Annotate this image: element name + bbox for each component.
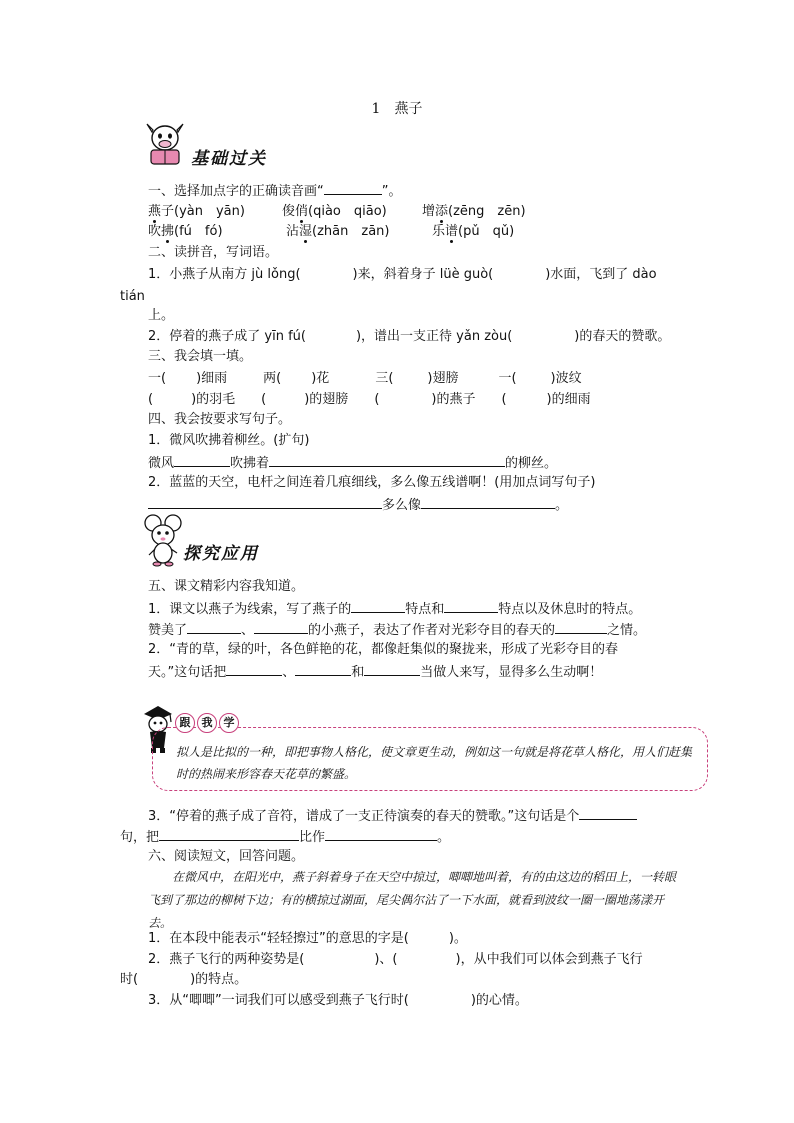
q4-sentence: 1．微风吹拂着柳丝。(扩句) [148,433,310,448]
answer-blank[interactable] [325,826,437,841]
section-badge-explore [143,513,293,571]
q1-option: 增添(zēng zēn) [422,204,526,219]
answer-blank[interactable] [254,619,308,634]
answer-blank[interactable] [269,452,505,467]
q3-row: ( )的羽毛 ( )的翅膀 ( )的燕子 ( )的细雨 [148,392,591,407]
q5-line: 天。”这句话把 、 和 当做人来写，显得多么生动啊！ [148,661,602,683]
q5-line: 1．课文以燕子为线索，写了燕子的 特点和 特点以及休息时的特点。 [148,598,641,620]
q2-heading: 二、读拼音，写词语。 [148,245,279,260]
page-title: 1 燕子 [371,101,423,117]
mouse-mascot-icon [143,513,187,567]
reading-passage: 在微风中，在阳光中，燕子斜着身子在天空中掠过，唧唧地叫着，有的由这边的稻田上，一转眼飞到了那边的柳树下边；有的横掠过湖面，尾尖偶尔沾了一下水面，就看到波纹一圈一圈地荡漾开去。 [148,870,677,930]
q4-sentence: 2．蓝蓝的天空，电杆之间连着几痕细线，多么像五线谱啊！(用加点词写句子) [148,475,596,490]
section-badge-basic [143,118,293,170]
q2-line: 2．停着的燕子成了 yīn fú( )，谱出一支正待 yǎn zòu( )的春天的赞歌。 [148,329,671,344]
q4-answer-line: 多么像 。 [148,494,568,516]
answer-blank[interactable] [159,826,299,841]
q2-line: 1．小燕子从南方 jù lǒng( )来，斜着身子 lüè guò( )水面，飞到了 dào [148,267,657,282]
q1-option: 沾湿(zhān zān) [286,224,390,239]
q1-option: 吹拂(fú fó) [148,224,223,239]
answer-blank[interactable] [351,598,405,613]
q4-answer-line: 微风 吹拂着 的柳丝。 [148,452,557,474]
q6-question: 3．从“唧唧”一词我们可以感受到燕子飞行时( )的心情。 [148,993,528,1008]
q6-question: 时( )的特点。 [120,972,248,987]
answer-blank[interactable] [295,661,351,676]
section-label-explore: 探究应用 [183,544,259,564]
answer-blank[interactable] [174,452,230,467]
q6-question: 1．在本段中能表示“轻轻擦过”的意思的字是( )。 [148,931,467,946]
tip-text: 拟人是比拟的一种，即把事物人格化，使文章更生动，例如这一句就是将花草人格化，用人们赶集时的热闹来形容春天花草的繁盛。 [176,745,693,781]
answer-blank[interactable] [187,619,241,634]
answer-blank[interactable] [579,805,637,820]
q3-heading: 三、我会填一填。 [148,349,253,364]
q6-heading: 六、阅读短文，回答问题。 [148,849,305,864]
answer-blank[interactable] [364,661,420,676]
q4-heading: 四、我会按要求写句子。 [148,412,292,427]
q5-line: 赞美了 、 的小燕子，表达了作者对光彩夺目的春天的 之情。 [148,619,646,641]
answer-blank[interactable] [226,661,282,676]
tip-badge: 跟 我 学 [175,711,241,733]
q5-line: 3．“停着的燕子成了音符，谱成了一支正待演奏的春天的赞歌。”这句话是个 [148,805,637,827]
q1-option: 燕子(yàn yān) [148,204,245,219]
q5-heading: 五、课文精彩内容我知道。 [148,579,305,594]
q2-line: 上。 [148,308,175,323]
section-label-basic: 基础过关 [191,149,267,169]
q1-option: 乐谱(pǔ qǔ) [432,224,515,239]
q6-question: 2．燕子飞行的两种姿势是( )、( )，从中我们可以体会到燕子飞行 [148,952,643,967]
q3-row: 一( )细雨 两( )花 三( )翅膀 一( )波纹 [148,371,582,386]
q2-line: tián [120,289,145,304]
q5-line: 句，把 比作 。 [120,826,450,848]
q1-heading: 一、选择加点字的正确读音画“ ”。 [148,180,402,202]
q5-line: 2．“青的草，绿的叶，各色鲜艳的花，都像赶集似的聚拢来，形成了光彩夺目的春 [148,642,619,657]
answer-blank[interactable] [555,619,607,634]
answer-blank[interactable] [444,598,498,613]
answer-blank[interactable] [148,494,382,509]
answer-blank[interactable] [421,494,555,509]
q1-option: 俊俏(qiào qiāo) [282,204,387,219]
answer-blank[interactable] [324,180,382,195]
cow-mascot-icon [143,120,187,168]
